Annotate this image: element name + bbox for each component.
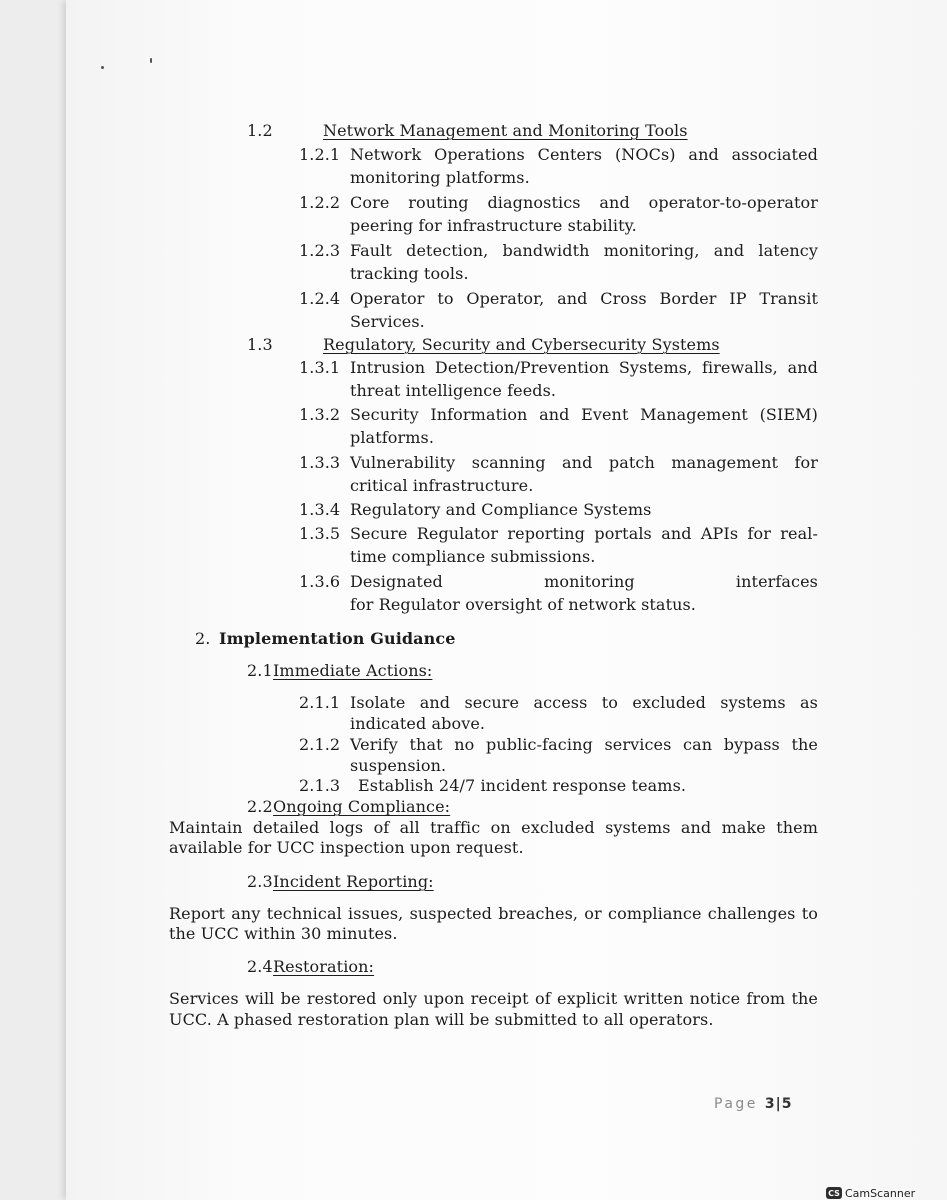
item-number: 1.2.2 bbox=[299, 193, 341, 212]
scan-speck bbox=[150, 58, 152, 63]
item-text: for Regulator oversight of network status. bbox=[350, 595, 696, 614]
paragraph-text: UCC. A phased restoration plan will be submitted to all operators. bbox=[169, 1010, 714, 1029]
item-number: 1.2.1 bbox=[299, 145, 341, 164]
item-text: critical infrastructure. bbox=[350, 476, 534, 495]
item-text: peering for infrastructure stability. bbox=[350, 216, 637, 235]
section-number: 1.3 bbox=[247, 335, 273, 354]
item-text: platforms. bbox=[350, 428, 434, 447]
paragraph-text: Services will be restored only upon receipt of explicit written notice from the bbox=[169, 989, 818, 1008]
section-number: 1.2 bbox=[247, 121, 273, 140]
item-text: Core routing diagnostics and operator-to-operator bbox=[350, 193, 818, 212]
section-heading: Network Management and Monitoring Tools bbox=[323, 121, 688, 140]
section-heading: Regulatory, Security and Cybersecurity Systems bbox=[323, 335, 720, 354]
item-number: 1.3.3 bbox=[299, 453, 341, 472]
item-text: Isolate and secure access to excluded systems as bbox=[350, 693, 818, 712]
item-text: Network Operations Centers (NOCs) and associated bbox=[350, 145, 818, 164]
section-heading: Implementation Guidance bbox=[219, 629, 456, 648]
page-footer bbox=[714, 1096, 792, 1112]
item-text: monitoring platforms. bbox=[350, 168, 530, 187]
item-text: Operator to Operator, and Cross Border IP Transit bbox=[350, 289, 818, 308]
paragraph-text: available for UCC inspection upon request. bbox=[169, 838, 524, 857]
section-number: 2.4 bbox=[247, 957, 273, 976]
item-text: Secure Regulator reporting portals and APIs for real- bbox=[350, 524, 818, 543]
section-number: 2.3 bbox=[247, 872, 273, 891]
item-text: tracking tools. bbox=[350, 264, 469, 283]
item-text: Security Information and Event Management (SIEM) bbox=[350, 405, 818, 424]
item-number: 2.1.1 bbox=[299, 693, 341, 712]
item-number: 1.3.4 bbox=[299, 500, 341, 519]
item-text: Verify that no public-facing services can bypass the bbox=[350, 735, 818, 754]
item-text: Fault detection, bandwidth monitoring, and latency bbox=[350, 241, 818, 260]
item-text: indicated above. bbox=[350, 714, 486, 733]
item-number: 1.2.4 bbox=[299, 289, 341, 308]
item-number: 1.3.5 bbox=[299, 524, 341, 543]
page-label: Page bbox=[714, 1096, 758, 1112]
item-number: 1.3.1 bbox=[299, 358, 341, 377]
paragraph-text: Maintain detailed logs of all traffic on excluded systems and make them bbox=[169, 818, 818, 837]
item-text: Intrusion Detection/Prevention Systems, firewalls, and bbox=[350, 358, 818, 377]
item-number: 2.1.2 bbox=[299, 735, 341, 754]
item-text: Services. bbox=[350, 312, 425, 331]
section-heading: Ongoing Compliance: bbox=[273, 797, 451, 816]
item-text: Establish 24/7 incident response teams. bbox=[358, 776, 687, 795]
item-text: threat intelligence feeds. bbox=[350, 381, 557, 400]
section-heading: Incident Reporting: bbox=[273, 872, 434, 891]
item-text: Regulatory and Compliance Systems bbox=[350, 500, 652, 519]
page-number: 3|5 bbox=[764, 1096, 793, 1112]
paragraph-text: the UCC within 30 minutes. bbox=[169, 924, 398, 943]
section-number: 2. bbox=[195, 629, 211, 648]
item-text: Vulnerability scanning and patch management for bbox=[350, 453, 818, 472]
item-text: suspension. bbox=[350, 756, 447, 775]
camscanner-logo-icon: CS bbox=[826, 1187, 842, 1199]
item-text: time compliance submissions. bbox=[350, 547, 596, 566]
section-heading: Restoration: bbox=[273, 957, 375, 976]
item-number: 1.3.2 bbox=[299, 405, 341, 424]
paragraph-text: Report any technical issues, suspected breaches, or compliance challenges to bbox=[169, 904, 818, 923]
scanner-watermark bbox=[826, 1186, 947, 1200]
section-heading: Immediate Actions: bbox=[273, 661, 433, 680]
scan-speck bbox=[101, 66, 104, 69]
item-number: 1.2.3 bbox=[299, 241, 341, 260]
watermark-text: CamScanner bbox=[845, 1186, 916, 1200]
item-number: 1.3.6 bbox=[299, 572, 341, 591]
item-text: Designated monitoring interfaces bbox=[350, 572, 818, 591]
section-number: 2.2 bbox=[247, 797, 273, 816]
item-number: 2.1.3 bbox=[299, 776, 341, 795]
section-number: 2.1 bbox=[247, 661, 273, 680]
